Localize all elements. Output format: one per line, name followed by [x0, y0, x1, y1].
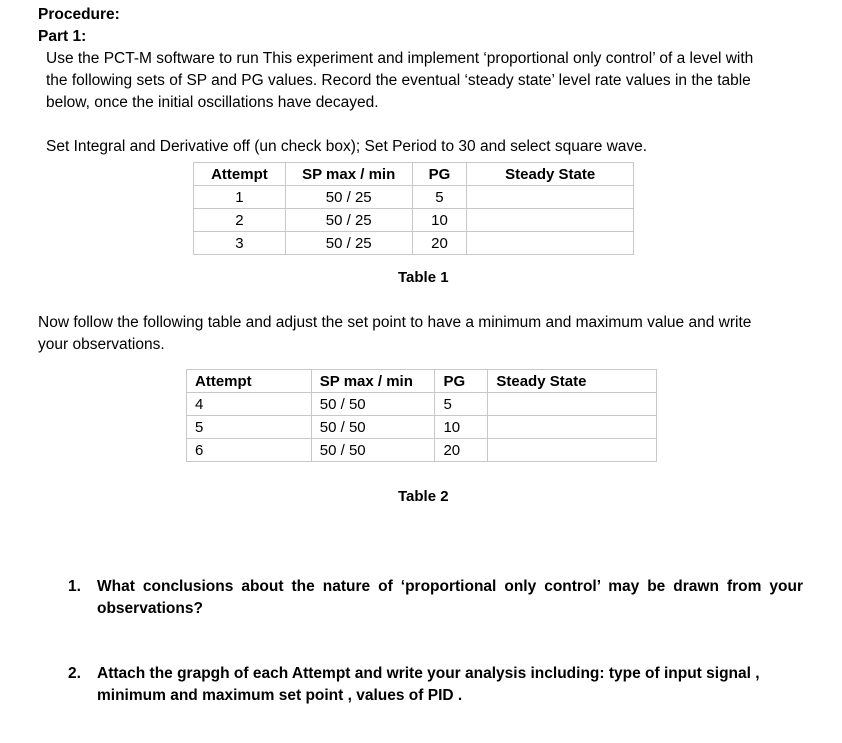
question-1-number: 1.	[68, 578, 81, 595]
attempt-cell: 2	[194, 209, 286, 232]
table-2-header-row	[187, 370, 657, 393]
table-2-header-sp: SP max / min	[311, 370, 435, 393]
sp-cell: 50 / 50	[311, 416, 435, 439]
table-row	[194, 186, 634, 209]
table-2	[186, 369, 657, 462]
table-2-caption: Table 2	[398, 488, 449, 505]
table-1-header-row	[194, 163, 634, 186]
pg-cell: 5	[435, 393, 488, 416]
question-1-line-2: observations?	[97, 600, 203, 617]
attempt-cell: 1	[194, 186, 286, 209]
question-2-line-2: minimum and maximum set point , values of PID .	[97, 687, 463, 704]
follow-line-1: Now follow the following table and adjust the set point to have a minimum and maximum value and write	[38, 314, 752, 331]
table-row	[194, 209, 634, 232]
question-2-text	[97, 663, 803, 707]
intro-line-2: the following sets of SP and PG values. Record the eventual ‘steady state’ level rate values in the table	[46, 72, 751, 89]
procedure-heading: Procedure:	[38, 6, 120, 23]
sp-cell: 50 / 25	[285, 186, 412, 209]
sp-cell: 50 / 25	[285, 209, 412, 232]
table-1-header-attempt: Attempt	[194, 163, 286, 186]
part1-heading: Part 1:	[38, 28, 87, 45]
intro-line-3: below, once the initial oscillations have decayed.	[46, 94, 379, 111]
table-row	[187, 393, 657, 416]
pg-cell: 5	[412, 186, 467, 209]
question-1-line-1: What conclusions about the nature of ‘proportional only control’ may be drawn from your	[97, 578, 803, 595]
steady-state-cell[interactable]	[467, 232, 634, 255]
pg-cell: 20	[412, 232, 467, 255]
settings-text: Set Integral and Derivative off (un check box); Set Period to 30 and select square wave.	[46, 138, 648, 155]
steady-state-cell[interactable]	[488, 393, 657, 416]
attempt-cell: 5	[187, 416, 312, 439]
table-row	[187, 416, 657, 439]
pg-cell: 20	[435, 439, 488, 462]
table-1	[193, 162, 634, 255]
table-row	[187, 439, 657, 462]
pg-cell: 10	[412, 209, 467, 232]
intro-line-1: Use the PCT-M software to run This experiment and implement ‘proportional only control’ of a level with	[46, 50, 754, 67]
sp-cell: 50 / 25	[285, 232, 412, 255]
question-1-text	[97, 576, 803, 620]
sp-cell: 50 / 50	[311, 393, 435, 416]
sp-cell: 50 / 50	[311, 439, 435, 462]
steady-state-cell[interactable]	[467, 209, 634, 232]
table-1-caption: Table 1	[398, 269, 449, 286]
steady-state-cell[interactable]	[488, 439, 657, 462]
question-2-line-1: Attach the grapgh of each Attempt and write your analysis including: type of input signal ,	[97, 665, 760, 682]
table-row	[194, 232, 634, 255]
steady-state-cell[interactable]	[488, 416, 657, 439]
table-2-header-pg: PG	[435, 370, 488, 393]
table-2-header-steady-state: Steady State	[488, 370, 657, 393]
table-1-header-pg: PG	[412, 163, 467, 186]
pg-cell: 10	[435, 416, 488, 439]
attempt-cell: 6	[187, 439, 312, 462]
attempt-cell: 3	[194, 232, 286, 255]
table-2-header-attempt: Attempt	[187, 370, 312, 393]
table-1-header-sp: SP max / min	[285, 163, 412, 186]
attempt-cell: 4	[187, 393, 312, 416]
steady-state-cell[interactable]	[467, 186, 634, 209]
question-2-number: 2.	[68, 665, 81, 682]
table-1-header-steady-state: Steady State	[467, 163, 634, 186]
follow-line-2: your observations.	[38, 336, 165, 353]
